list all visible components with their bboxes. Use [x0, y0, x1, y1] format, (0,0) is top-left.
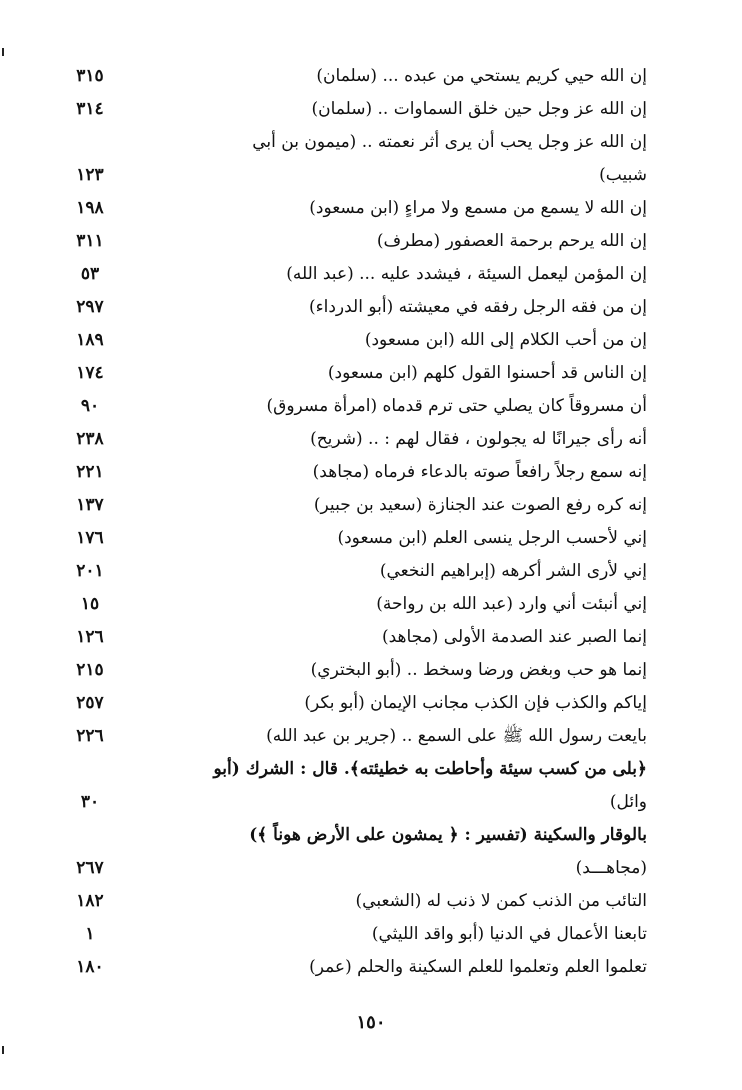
- index-entry: [0, 720, 742, 753]
- entry-text-line: إنه كره رفع الصوت عند الجنازة (سعيد بن جبير): [313, 495, 647, 515]
- index-entry: [0, 687, 742, 720]
- entry-text-line: إن المؤمن ليعمل السيئة ، فيشدد عليه ... (عبد الله): [286, 264, 647, 284]
- index-entry: [0, 819, 742, 885]
- entry-page-ref: ٢٩٧: [76, 297, 104, 317]
- entry-text-line: ﴿بلى من كسب سيئة وأحاطت به خطيئته﴾. قال : الشرك (أبو: [213, 759, 647, 779]
- entry-page-ref: ١٧٦: [76, 528, 104, 548]
- index-entry: [0, 423, 742, 456]
- entry-text-line: إن الله عز وجل يحب أن يرى أثر نعمته .. (ميمون بن أبي: [252, 132, 647, 152]
- entry-page-ref: ١٧٤: [76, 363, 104, 383]
- index-entry: [0, 522, 742, 555]
- entry-text-line: إن الله يرحم برحمة العصفور (مطرف): [376, 231, 647, 251]
- index-entry: [0, 93, 742, 126]
- index-entry: [0, 225, 742, 258]
- entry-page-ref: ٢١٥: [76, 660, 104, 680]
- entry-text-line: التائب من الذنب كمن لا ذنب له (الشعبي): [355, 891, 647, 911]
- entry-page-ref: ٢٠١: [76, 561, 104, 581]
- entry-page-ref: ١٨٢: [76, 891, 104, 911]
- index-entry: [0, 192, 742, 225]
- entry-text-line: إني لأحسب الرجل ينسى العلم (ابن مسعود): [337, 528, 647, 548]
- index-entry: [0, 258, 742, 291]
- index-entry: [0, 588, 742, 621]
- entry-text-line: تابعنا الأعمال في الدنيا (أبو واقد الليثي): [371, 924, 647, 944]
- entry-page-ref: ٣١١: [76, 231, 104, 251]
- entry-text-line: (مجاهـــد): [575, 858, 647, 878]
- index-entry: [0, 555, 742, 588]
- index-entry: [0, 60, 742, 93]
- entry-page-ref: ١٨٠: [76, 957, 104, 977]
- entry-page-ref: ٣٠: [80, 792, 100, 812]
- entry-text-line: بايعت رسول الله ﷺ على السمع .. (جرير بن عبد الله): [266, 726, 647, 746]
- entry-page-ref: ٣١٤: [76, 99, 104, 119]
- index-entry: [0, 951, 742, 984]
- entry-text-line: إنه سمع رجلاً رافعاً صوته بالدعاء فرماه (مجاهد): [312, 462, 647, 482]
- page-number: ١٥٠: [356, 1012, 386, 1033]
- entry-text-line: إنما الصبر عند الصدمة الأولى (مجاهد): [381, 627, 647, 647]
- entry-text-line: إن الله حيي كريم يستحي من عبده ... (سلمان): [316, 66, 647, 86]
- scan-edge-mark: [2, 48, 4, 56]
- entry-page-ref: ٢٢١: [76, 462, 104, 482]
- entry-text-line: إن الناس قد أحسنوا القول كلهم (ابن مسعود): [327, 363, 647, 383]
- entry-text-line: بالوقار والسكينة (تفسير : ﴿ يمشون على الأرض هوناً ﴾): [249, 825, 647, 845]
- entry-text-line: إني أنبئت أني وارد (عبد الله بن رواحة): [376, 594, 647, 614]
- entry-text-line: أن مسروقاً كان يصلي حتى ترم قدماه (امرأة مسروق): [266, 396, 647, 416]
- entry-page-ref: ١٩٨: [76, 198, 104, 218]
- index-entry: [0, 918, 742, 951]
- entry-text-line: إني لأرى الشر أكرهه (إبراهيم النخعي): [379, 561, 647, 581]
- entry-page-ref: ٣١٥: [76, 66, 104, 86]
- index-entry: [0, 489, 742, 522]
- index-entry: [0, 885, 742, 918]
- entry-page-ref: ١٢٦: [76, 627, 104, 647]
- entry-text-line: أنه رأى جيرانًا له يجولون ، فقال لهم : .. (شريح): [310, 429, 647, 449]
- entry-page-ref: ١: [85, 924, 95, 944]
- scan-edge-mark: [2, 1046, 4, 1054]
- entry-page-ref: ١٢٣: [76, 165, 104, 185]
- index-entry: [0, 390, 742, 423]
- entry-text-line: إياكم والكذب فإن الكذب مجانب الإيمان (أبو بكر): [304, 693, 647, 713]
- entry-page-ref: ١٨٩: [76, 330, 104, 350]
- index-entry: [0, 126, 742, 192]
- index-entry: [0, 324, 742, 357]
- entry-page-ref: ٢٦٧: [76, 858, 104, 878]
- index-entry: [0, 654, 742, 687]
- entry-text-line: إن من فقه الرجل رفقه في معيشته (أبو الدرداء): [308, 297, 647, 317]
- entry-page-ref: ١٣٧: [76, 495, 104, 515]
- entry-text-line: إن الله عز وجل حين خلق السماوات .. (سلمان): [311, 99, 647, 119]
- index-entry: [0, 456, 742, 489]
- entry-page-ref: ١٥: [80, 594, 100, 614]
- index-entry: [0, 753, 742, 819]
- entry-page-ref: ٢٢٦: [76, 726, 104, 746]
- entry-page-ref: ٥٣: [80, 264, 100, 284]
- index-entry: [0, 621, 742, 654]
- entry-text-line: تعلموا العلم وتعلموا للعلم السكينة والحلم (عمر): [309, 957, 647, 977]
- index-entry: [0, 357, 742, 390]
- entry-text-line: إنما هو حب وبغض ورضا وسخط .. (أبو البختري): [310, 660, 647, 680]
- index-entry: [0, 291, 742, 324]
- entry-page-ref: ٩٠: [80, 396, 100, 416]
- entry-page-ref: ٢٥٧: [76, 693, 104, 713]
- entry-text-line: إن الله لا يسمع من مسمع ولا مراءٍ (ابن مسعود): [309, 198, 647, 218]
- entry-page-ref: ٢٣٨: [76, 429, 104, 449]
- entry-text-line: شبيب): [599, 165, 647, 185]
- entry-text-line: وائل): [609, 792, 647, 812]
- entry-text-line: إن من أحب الكلام إلى الله (ابن مسعود): [364, 330, 647, 350]
